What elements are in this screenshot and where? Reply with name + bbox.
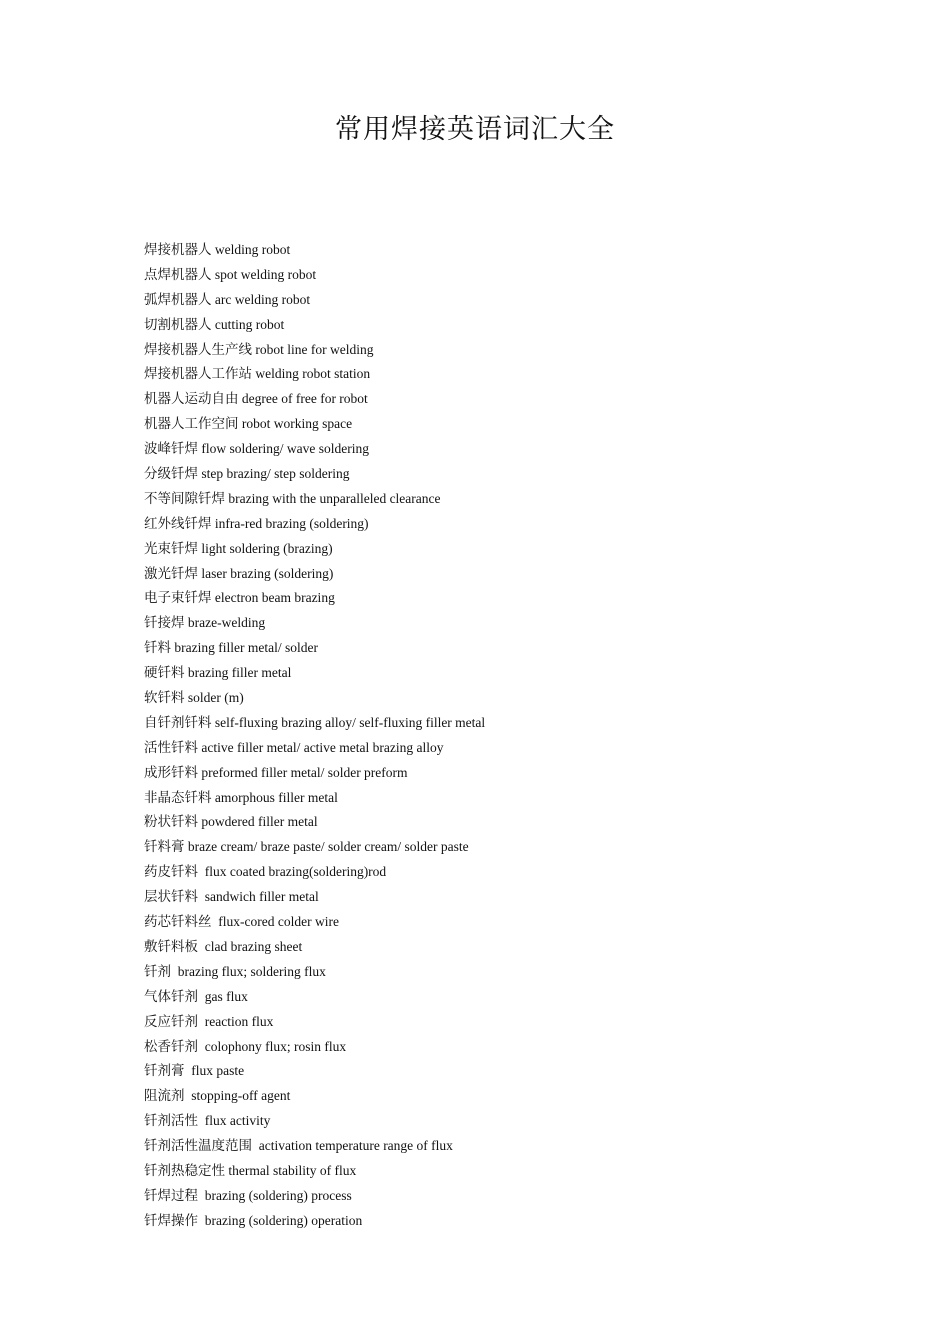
term-entry: 机器人运动自由 degree of free for robot (144, 391, 368, 407)
term-entry: 钎接焊 braze-welding (144, 615, 266, 631)
term-entry: 松香钎剂 colophony flux; rosin flux (144, 1038, 347, 1054)
term-entry: 机器人工作空间 robot working space (144, 416, 353, 432)
term-entry: 焊接机器人工作站 welding robot station (144, 366, 371, 382)
term-entry: 药芯钎料丝 flux-cored colder wire (144, 914, 339, 930)
term-entry: 钎剂膏 flux paste (144, 1063, 245, 1079)
term-entry: 敷钎料板 clad brazing sheet (144, 938, 303, 954)
term-entry: 激光钎焊 laser brazing (soldering) (144, 565, 334, 581)
term-entry: 非晶态钎料 amorphous filler metal (144, 789, 338, 805)
term-entry: 光束钎焊 light soldering (brazing) (144, 540, 333, 556)
term-entry: 反应钎剂 reaction flux (144, 1013, 274, 1029)
term-entry: 硬钎料 brazing filler metal (144, 665, 292, 681)
term-entry: 焊接机器人生产线 robot line for welding (144, 341, 374, 357)
term-entry: 钎焊操作 brazing (soldering) operation (144, 1212, 363, 1228)
term-entry: 钎料 brazing filler metal/ solder (144, 640, 318, 656)
term-entry: 波峰钎焊 flow soldering/ wave soldering (144, 441, 369, 457)
term-entry: 点焊机器人 spot welding robot (144, 266, 317, 282)
term-entry: 成形钎料 preformed filler metal/ solder preform (144, 764, 408, 780)
term-entry: 钎剂热稳定性 thermal stability of flux (144, 1162, 357, 1178)
term-entry: 药皮钎料 flux coated brazing(soldering)rod (144, 864, 387, 880)
term-entry: 气体钎剂 gas flux (144, 988, 248, 1004)
term-entry: 钎剂 brazing flux; soldering flux (144, 963, 326, 979)
term-entry: 层状钎料 sandwich filler metal (144, 889, 319, 905)
term-entry: 切割机器人 cutting robot (144, 316, 285, 332)
term-entry: 弧焊机器人 arc welding robot (144, 291, 311, 307)
term-entry: 自钎剂钎料 self-fluxing brazing alloy/ self-fluxing filler metal (144, 714, 486, 730)
term-entry: 钎剂活性 flux activity (144, 1113, 271, 1129)
term-entry: 活性钎料 active filler metal/ active metal brazing alloy (144, 739, 444, 755)
term-entry: 钎焊过程 brazing (soldering) process (144, 1187, 352, 1203)
term-entry: 钎料膏 braze cream/ braze paste/ solder cream/ solder paste (144, 839, 469, 855)
term-entry: 阻流剂 stopping-off agent (144, 1088, 291, 1104)
term-entry: 钎剂活性温度范围 activation temperature range of flux (144, 1138, 453, 1154)
term-entry: 电子束钎焊 electron beam brazing (144, 590, 335, 606)
term-entry: 焊接机器人 welding robot (144, 242, 291, 257)
term-entry: 不等间隙钎焊 brazing with the unparalleled clearance (144, 490, 441, 506)
term-entry: 红外线钎焊 infra-red brazing (soldering) (144, 515, 369, 531)
term-entry: 粉状钎料 powdered filler metal (144, 814, 318, 830)
page-title: 常用焊接英语词汇大全 (335, 114, 615, 145)
term-list (144, 238, 844, 1234)
term-entry: 软钎料 solder (m) (144, 690, 244, 706)
term-entry: 分级钎焊 step brazing/ step soldering (144, 466, 350, 482)
